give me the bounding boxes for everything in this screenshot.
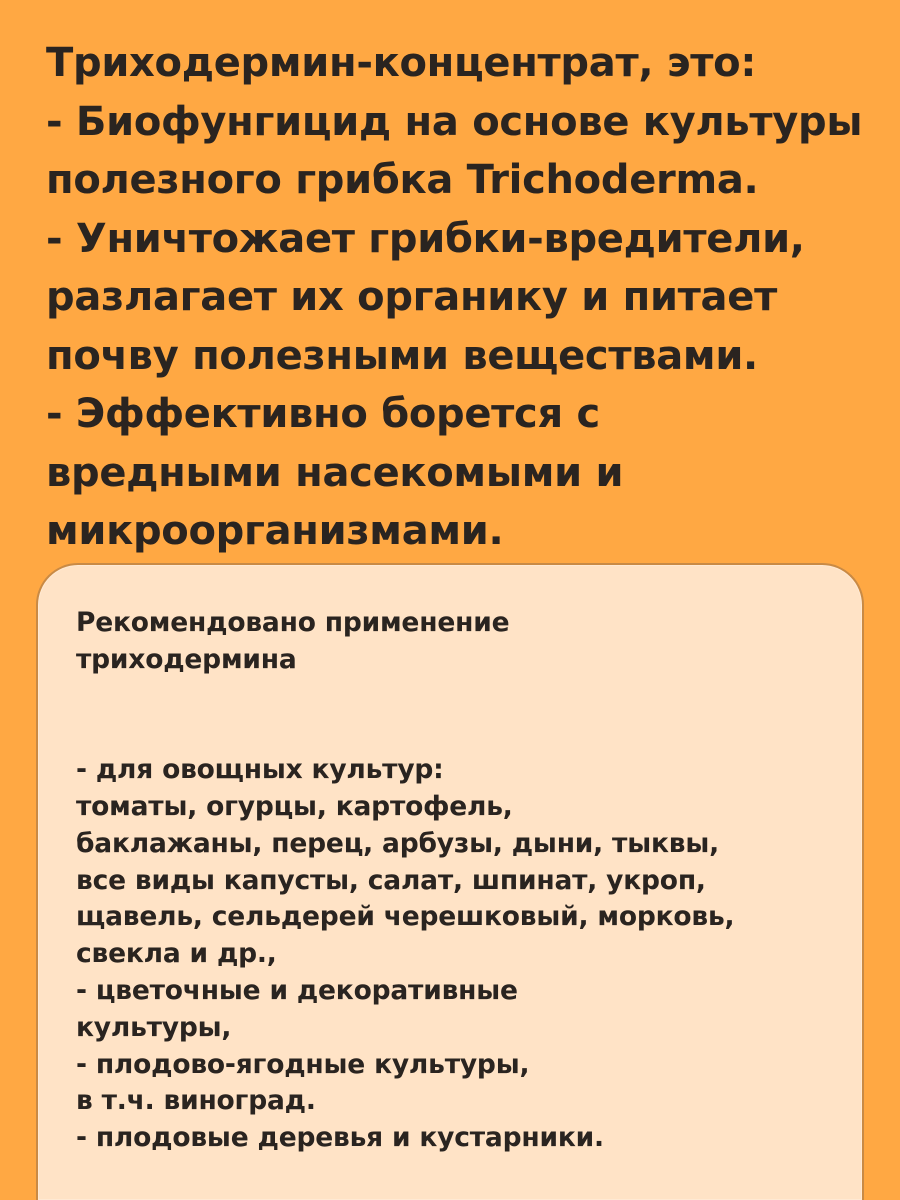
intro-line: почву полезными веществами. [46,332,758,379]
card-body-line: культуры, [76,1011,232,1043]
card-body-line: в т.ч. виноград. [76,1085,316,1117]
intro-text [46,34,876,619]
card-body-line: щавель, сельдерей черешковый, морковь, [76,901,735,933]
card-title-line: Рекомендовано применение [76,607,510,638]
recommendation-card [36,563,864,1200]
intro-line: вредными насекомыми и [46,449,624,496]
card-body [76,605,836,1157]
card-body-line: - для овощных культур: [76,754,444,786]
card-body-line: - плодовые деревья и кустарники. [76,1122,604,1154]
intro-line: микроорганизмами. [46,508,504,554]
card-title-line: триходермина [76,643,297,675]
card-body-line: все виды капусты, салат, шпинат, укроп, [76,864,706,896]
intro-line: полезного грибка Trichoderma. [46,157,759,203]
spacer [76,679,836,753]
intro-line: разлагает их органику и питает [46,274,777,320]
card-body-line: томаты, огурцы, картофель, [76,790,513,822]
card-body-line: - плодово-ягодные культуры, [76,1048,530,1080]
intro-line: - Эффективно борется с [46,391,600,437]
intro-line: - Биофунгицид на основе культуры [46,98,863,145]
intro-line: - Уничтожает грибки-вредители, [46,215,805,262]
card-body-line: баклажаны, перец, арбузы, дыни, тыквы, [76,827,719,859]
intro-heading: Триходермин-концентрат, это: [46,40,757,86]
card-body-line: свекла и др., [76,938,277,970]
card-body-line: - цветочные и декоративные [76,974,518,1006]
